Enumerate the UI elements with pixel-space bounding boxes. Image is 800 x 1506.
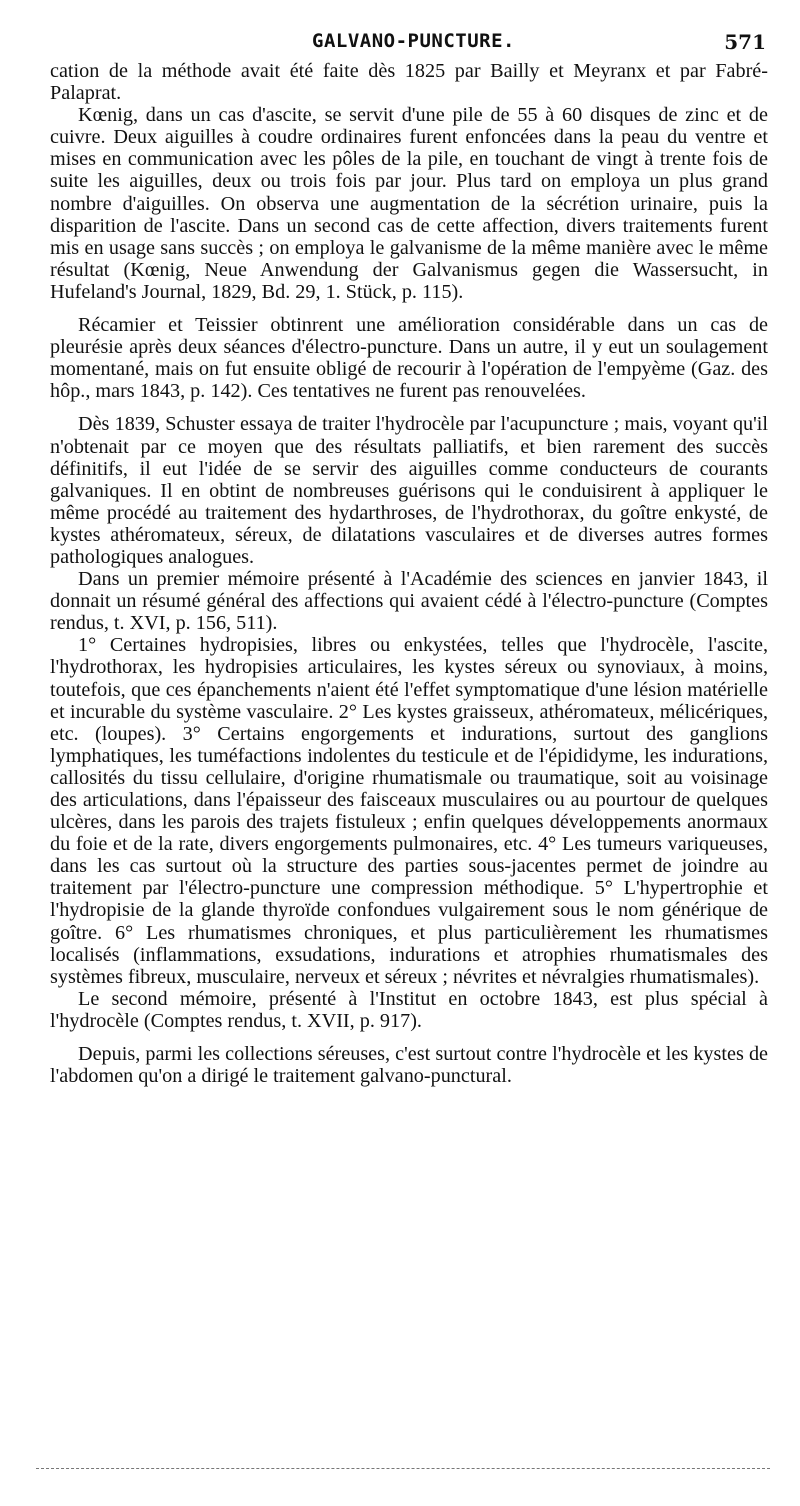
paragraph: Le second mémoire, présenté à l'Institut en octobre 1843, est plus spécial à l'hydrocèle (Comptes rendus, t. XVII, p. 917).	[50, 987, 768, 1032]
body-text	[50, 60, 768, 1087]
page-header	[0, 28, 800, 58]
paragraph: 1° Certaines hydropisies, libres ou enkystées, telles que l'hydrocèle, l'ascite, l'hydrothorax, les hydropisies articulaires, les kystes séreux ou synoviaux, à moins, toutefois, que ces épanchements n'aient été l'effet symptomatique d'une lésion matérielle et incurable du système vasculaire. 2° Les kystes graisseux, athéromateux, mélicériques, etc. (loupes). 3° Certains engorgements et indurations, surtout des ganglions lymphatiques, les tuméfactions indolentes du testicule et de l'épididyme, les indurations, callosités du tissu cellulaire, d'origine rhumatismale ou traumatique, soit au voisinage des articulations, dans l'épaisseur des faisceaux musculaires ou au pourtour de quelques ulcères, dans les parois des trajets fistuleux ; enfin quelques développements anormaux du foie et de la rate, divers engorgements pulmonaires, etc. 4° Les tumeurs variqueuses, dans les cas surtout où la structure des parties sous-jacentes permet de joindre au traitement par l'électro-puncture une compression méthodique. 5° L'hypertrophie et l'hydropisie de la glande thyroïde confondues vulgairement sous le nom générique de goître. 6° Les rhumatismes chroniques, et plus particulièrement les rhumatismes localisés (inflammations, exsudations, indurations et atrophies rhumatismales des systèmes fibreux, musculaire, nerveux et séreux ; névrites et névralgies rhumatismales).	[50, 634, 768, 988]
bottom-rule	[36, 1468, 770, 1469]
paragraph: Kœnig, dans un cas d'ascite, se servit d'une pile de 55 à 60 disques de zinc et de cuivre. Deux aiguilles à coudre ordinaires furent enfoncées dans la peau du ventre et mises en communication avec les pôles de la pile, en touchant de vingt à trente fois de suite les aiguilles, deux ou trois fois par jour. Plus tard on employa un plus grand nombre d'aiguilles. On observa une augmentation de la sécrétion urinaire, puis la disparition de l'ascite. Dans un second cas de cette affection, divers traitements furent mis en usage sans succès ; on employa le galvanisme de la même manière avec le même résultat (Kœnig, Neue Anwendung der Galvanismus gegen die Wassersucht, in Hufeland's Journal, 1829, Bd. 29, 1. Stück, p. 115).	[50, 104, 768, 303]
paragraph: Dans un premier mémoire présenté à l'Académie des sciences en janvier 1843, il donnait un résumé général des affections qui avaient cédé à l'électro-puncture (Comptes rendus, t. XVI, p. 156, 511).	[50, 568, 768, 635]
page-number: 571	[724, 30, 766, 54]
paragraph: Récamier et Teissier obtinrent une amélioration considérable dans un cas de pleurésie après deux séances d'électro-puncture. Dans un autre, il y eut un soulagement momentané, mais on fut ensuite obligé de recourir à l'opération de l'empyème (Gaz. des hôp., mars 1843, p. 142). Ces tentatives ne furent pas renouvelées.	[50, 314, 768, 403]
running-title: GALVANO-PUNCTURE.	[312, 30, 515, 52]
paragraph: Dès 1839, Schuster essaya de traiter l'hydrocèle par l'acupuncture ; mais, voyant qu'il n'obtenait par ce moyen que des résultats palliatifs, et bien rarement des succès définitifs, il eut l'idée de se servir des aiguilles comme conducteurs de courants galvaniques. Il en obtint de nombreuses guérisons qui le conduisirent à appliquer le même procédé au traitement des hydarthroses, de l'hydrothorax, du goître enkysté, de kystes athéromateux, séreux, de dilatations vasculaires et de diverses autres formes pathologiques analogues.	[50, 413, 768, 568]
paragraph: Depuis, parmi les collections séreuses, c'est surtout contre l'hydrocèle et les kystes de l'abdomen qu'on a dirigé le traitement galvano-punctural.	[50, 1043, 768, 1088]
paragraph: cation de la méthode avait été faite dès 1825 par Bailly et Meyranx et par Fabré-Palaprat.	[50, 60, 768, 105]
